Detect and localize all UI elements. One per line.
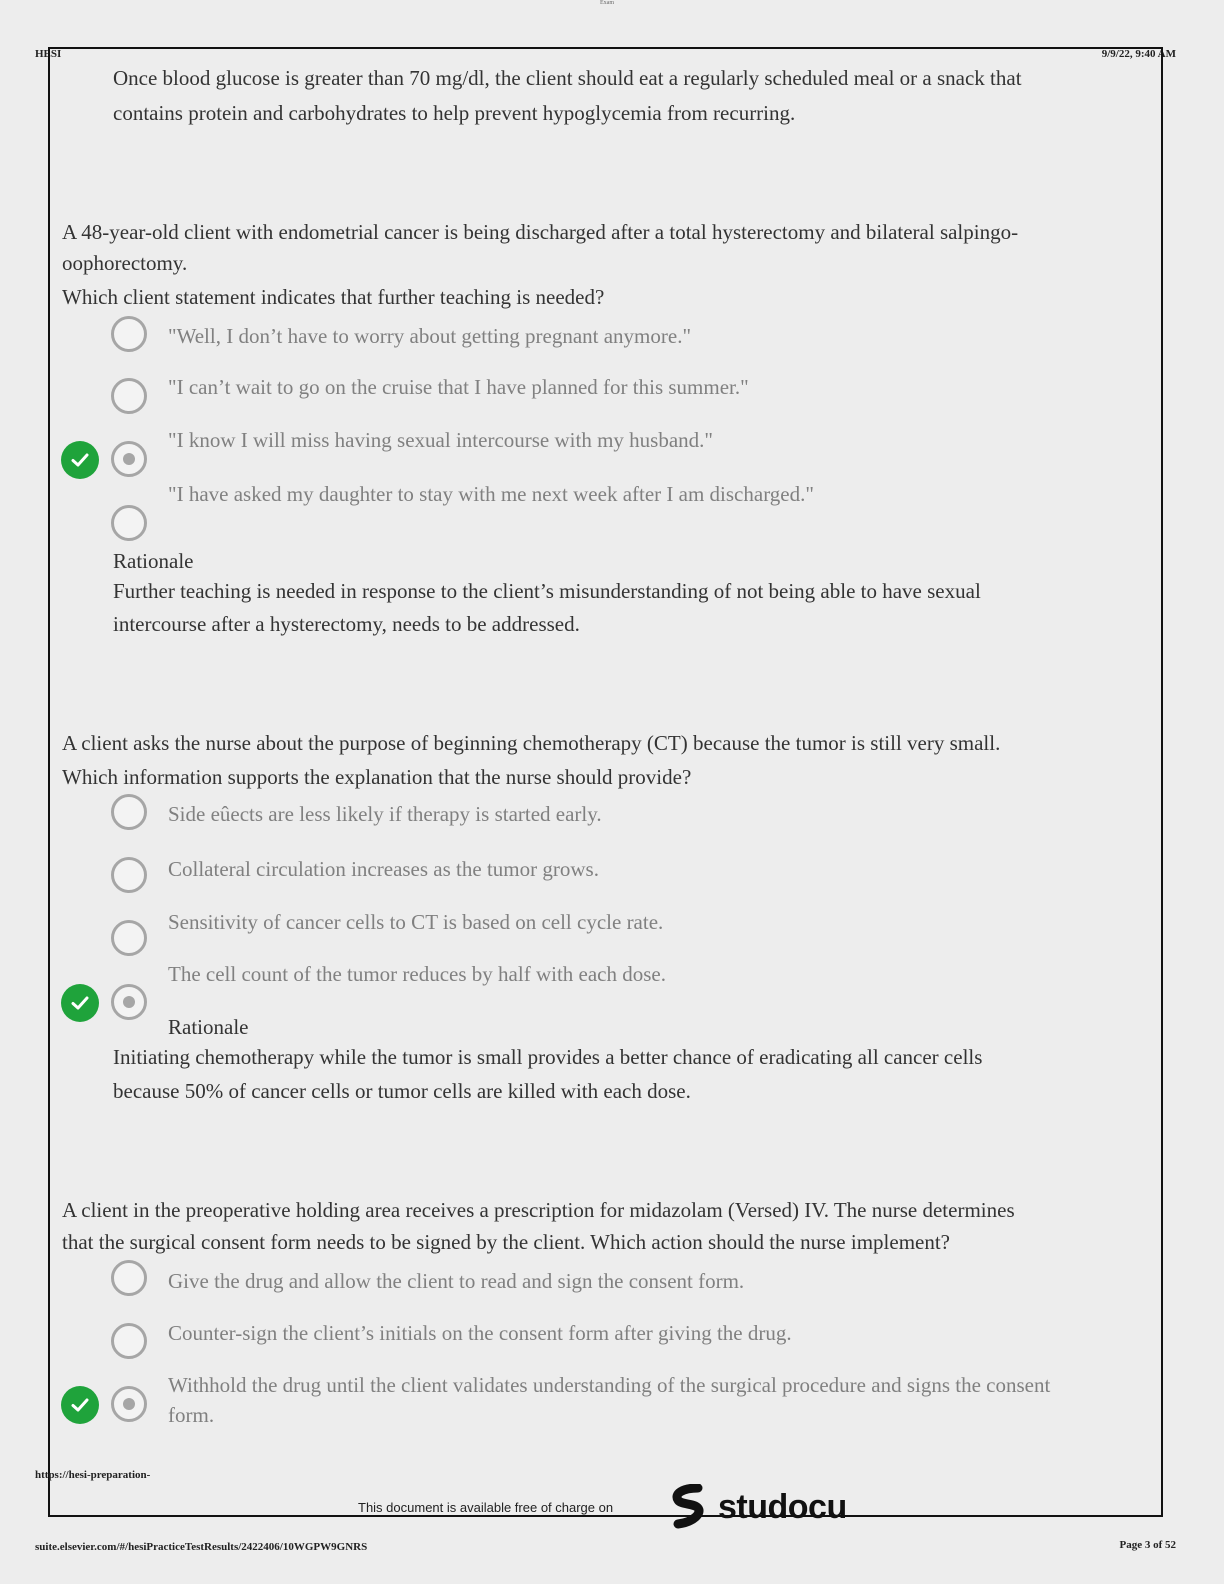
header-datetime: 9/9/22, 9:40 AM [1101,48,1176,60]
q1-option-4-label: "I have asked my daughter to stay with me next week after I am discharged." [168,482,814,506]
q2-option-2-radio[interactable] [111,857,147,893]
q3-option-1-radio[interactable] [111,1260,147,1296]
studocu-logo-icon [668,1484,714,1530]
q1-option-3-radio[interactable] [111,441,147,477]
studocu-logo-text: studocu [718,1487,847,1526]
q2-option-1-label: Side eûects are less likely if therapy is started early. [168,802,602,826]
q2-rationale-line2: because 50% of cancer cells or tumor cells are killed with each dose. [113,1079,691,1103]
footer-url-line2[interactable]: suite.elsevier.com/#/hesiPracticeTestResults/2422406/10WGPW9GNRS [35,1541,368,1553]
q1-option-2-radio[interactable] [111,378,147,414]
q1-option-3-label: "I know I will miss having sexual intercourse with my husband." [168,428,713,452]
intro-rationale-line1: Once blood glucose is greater than 70 mg/dl, the client should eat a regularly scheduled meal or a snack that [113,66,1022,90]
q1-option-1-label: "Well, I don’t have to worry about getting pregnant anymore." [168,324,692,348]
q2-rationale-line1: Initiating chemotherapy while the tumor is small provides a better chance of eradicating all cancer cells [113,1045,983,1069]
top-mark: Exam [600,0,614,6]
q1-option-4-radio[interactable] [111,505,147,541]
q2-option-3-label: Sensitivity of cancer cells to CT is based on cell cycle rate. [168,910,664,934]
q3-option-2-radio[interactable] [111,1323,147,1359]
q3-option-2-label: Counter-sign the client’s initials on the consent form after giving the drug. [168,1321,792,1345]
intro-rationale-line2: contains protein and carbohydrates to help prevent hypoglycemia from recurring. [113,101,796,125]
q3-stem-line2: that the surgical consent form needs to be signed by the client. Which action should the nurse implement? [62,1230,950,1254]
studocu-logo[interactable] [668,1484,847,1530]
header-title: HESI [35,48,62,60]
q2-option-2-label: Collateral circulation increases as the tumor grows. [168,857,599,881]
page-number: Page 3 of 52 [1119,1539,1176,1551]
q1-stem-line2: oophorectomy. [62,251,188,275]
correct-check-icon [61,984,99,1022]
footer-url-line1[interactable]: https://hesi-preparation- [35,1469,151,1481]
q2-rationale-label: Rationale [168,1015,249,1039]
correct-check-icon [61,441,99,479]
q1-stem-line1: A 48-year-old client with endometrial cancer is being discharged after a total hysterectomy and bilateral salpingo- [62,220,1019,244]
q2-option-4-label: The cell count of the tumor reduces by half with each dose. [168,962,666,986]
q3-option-3-radio[interactable] [111,1386,147,1422]
q2-option-3-radio[interactable] [111,920,147,956]
q2-stem-line2: Which information supports the explanation that the nurse should provide? [62,765,692,789]
q1-rationale-line2: intercourse after a hysterectomy, needs to be addressed. [113,612,580,636]
correct-check-icon [61,1386,99,1424]
q1-stem-line3: Which client statement indicates that further teaching is needed? [62,285,605,309]
q2-stem-line1: A client asks the nurse about the purpose of beginning chemotherapy (CT) because the tumor is still very small. [62,731,1001,755]
q2-option-4-radio[interactable] [111,984,147,1020]
q1-rationale-label: Rationale [113,549,194,573]
q1-option-1-radio[interactable] [111,316,147,352]
q3-option-1-label: Give the drug and allow the client to read and sign the consent form. [168,1269,745,1293]
q3-option-3-label-line2: form. [168,1403,215,1427]
q3-stem-line1: A client in the preoperative holding area receives a prescription for midazolam (Versed) IV. The nurse determines [62,1198,1015,1222]
q1-rationale-line1: Further teaching is needed in response to the client’s misunderstanding of not being able to have sexual [113,579,981,603]
studocu-banner-text: This document is available free of charge on [358,1500,614,1515]
q2-option-1-radio[interactable] [111,794,147,830]
q1-option-2-label: "I can’t wait to go on the cruise that I have planned for this summer." [168,375,749,399]
q3-option-3-label: Withhold the drug until the client validates understanding of the surgical procedure and signs the consent [168,1373,1051,1397]
